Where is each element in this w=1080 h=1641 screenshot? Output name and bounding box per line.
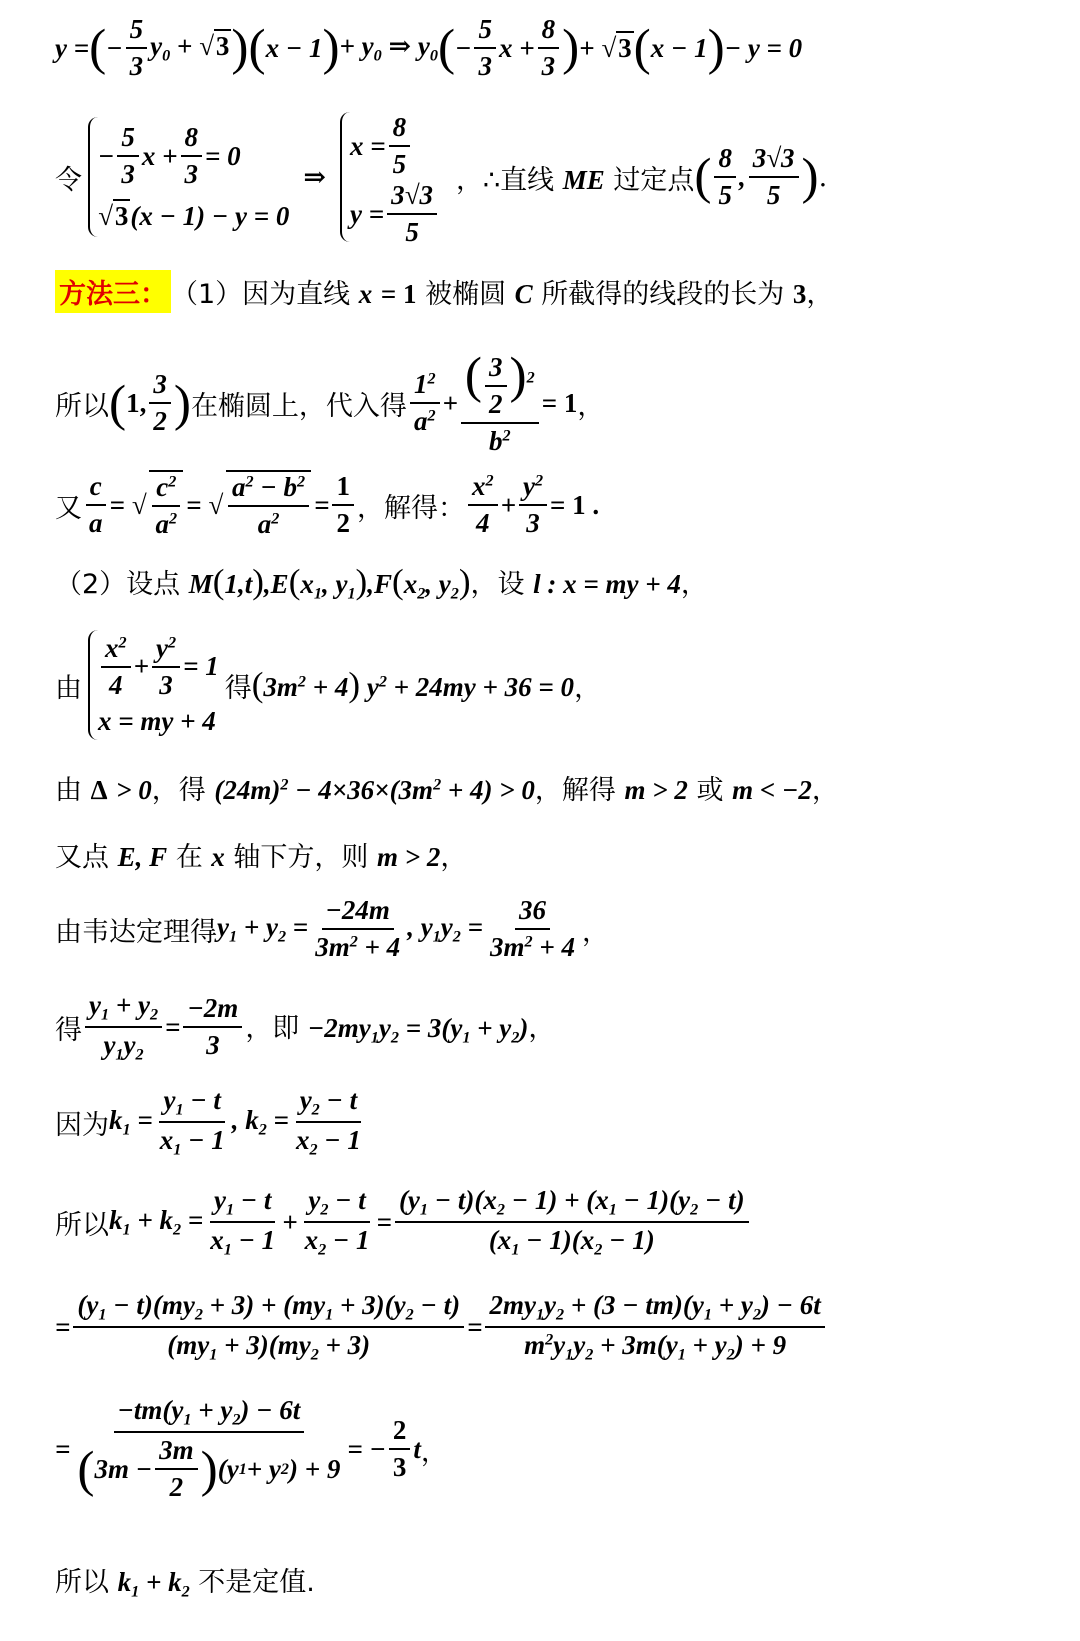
method-3-line: 方法三： （1）因为直线 x = 1 被椭圆 C 所截得的线段的长为 3， <box>55 270 833 313</box>
equation-m14: 所以 $k_1 + k_2$ 不是定值. <box>55 1567 315 1601</box>
equation-m2: 所以 ( 1, $\frac{3}{2}$ ) 在椭圆上，代入得 $\frac{1^2}{a^2}$ + ( $\frac{3}{2}$ )$^2$ $b^2$ = 1 ， <box>55 347 605 456</box>
equation-m13: = $-tm(y_1 + y_2) - 6t$ ( 3m − $\frac{3m}{2}$ ) (y 1 + y 2 ) + 9 = − $\frac{2}{3}$ t ， <box>55 1395 448 1503</box>
equation-m3: 又 $\frac{c}{a}$ = √ $\frac{c^2}{a^2}$ = √ $\frac{a^2 - b^2}{a^2}$ = $\frac{1}{2}$ ，解得： $\frac{x^2}{4}$ + $\frac{y^2}{3}$ = 1 . <box>55 471 600 540</box>
equation-line-1: y = ( − $\frac{5}{3}$ $y_0 + √3$ ) ( x − 1 ) + $y_0$ ⇒ $y_0$ ( − $\frac{5}{3}$ x + $\frac{8}{3}$ ) + √3 ( x − 1 ) − y = 0 <box>55 14 803 82</box>
equation-m4: （2）设点 $M(1,t),E(x_1$, $y_1),F(x_2$, $y_2$)，设 l : x = my + 4， <box>55 562 708 603</box>
equation-m12: = $\frac{(y_1 - t)(my_2 + 3) + (my_1 + 3)(y_2 - t)}{(my_1 + 3)(my_2 + 3)}$ = $\frac{2my_1y_2 + (3 - tm)(y_1 + y_2) - 6t}{m^2y_1y_2 + 3m(y_1 + y_2) + 9}$ <box>55 1290 828 1365</box>
equation-m7: 又点 E, F 在 x 轴下方，则 m > 2， <box>55 842 468 873</box>
equation-m10: 因为 $k_1$ = $\frac{y_1 - t}{x_1 - 1}$ , $k_2$ = $\frac{y_2 - t}{x_2 - 1}$ <box>55 1085 361 1159</box>
equation-m8: 由韦达定理得 $y_1 + y_2$ = $\frac{-24m}{3m^2 + 4}$ , $y_1y_2$ = $\frac{36}{3m^2 + 4}$ ， <box>55 895 609 963</box>
equation-m9: 得 $\frac{y_1 + y_2}{y_1y_2}$ = $\frac{-2m}{3}$ ，即 $-2my_1y_2 = 3(y_1 + y_2)$， <box>55 990 556 1064</box>
equation-m11: 所以 $k_1 + k_2$ = $\frac{y_1 - t}{x_1 - 1}$ + $\frac{y_2 - t}{x_2 - 1}$ = $\frac{(y_1 - t)(x_2 - 1) + (x_1 - 1)(y_2 - t)}{(x_1 - 1)(x_2 - 1)}$ <box>55 1185 752 1260</box>
method-label: 方法三： <box>55 270 171 313</box>
equation-line-2: 令 − $\frac{5}{3}$ x + $\frac{8}{3}$ = 0 √3(x − 1) − y = 0 ⇒ x = $\frac{8}{5}$ y = $\frac{3√3}{5}$ ，∴直线 ME 过定点 ( $\frac{8}{5}$ , $\frac{3√3}{5}$ ) . <box>55 112 828 248</box>
equation-m5: 由 $\frac{x^2}{4}$ + $\frac{y^2}{3}$ = 1 x = my + 4 得 $(3m^2 + 4) y^2 + 24my + 36 = 0$ ， <box>55 630 601 740</box>
equation-m6: 由 Δ > 0，得 $(24m)^2 - 4\times 36\times(3m^2 + 4) > 0$，解得 m > 2 或 m < −2， <box>55 775 839 806</box>
